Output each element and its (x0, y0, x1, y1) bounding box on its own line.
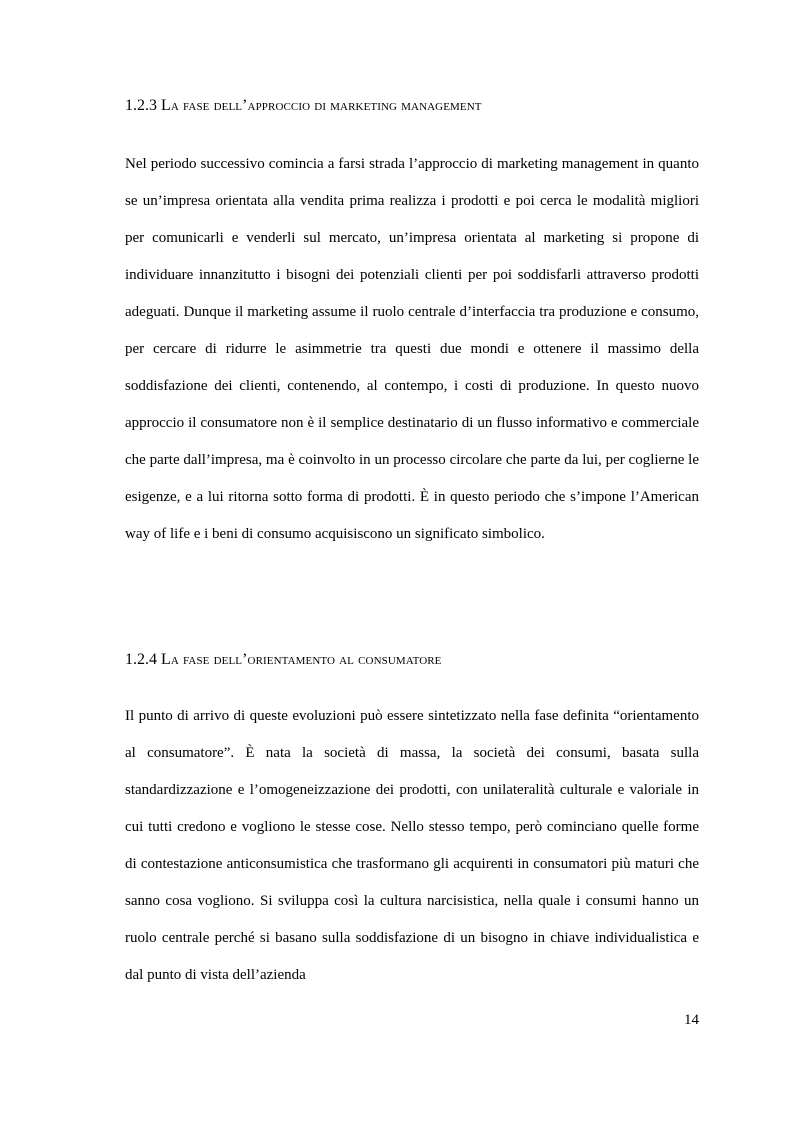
section-number: 1.2.3 (125, 97, 157, 114)
body-paragraph: Nel periodo successivo comincia a farsi strada l’approccio di marketing management in quanto se un’impresa orientata alla vendita prima realizza i prodotti e poi cerca le modalità migliori per comunicarli e venderli sul mercato, un’impresa orientata al marketing si propone di individuare innanzitutto i bisogni dei potenziali clienti per poi soddisfarli attraverso prodotti adeguati. Dunque il marketing assume il ruolo centrale d’interfaccia tra produzione e consumo, per cercare di ridurre le asimmetrie tra questi due mondi e ottenere il massimo della soddisfazione dei clienti, contenendo, al contempo, i costi di produzione. In questo nuovo approccio il consumatore non è il semplice destinatario di un flusso informativo e commerciale che parte dall’impresa, ma è coinvolto in un processo circolare che parte da lui, per coglierne le esigenze, e a lui ritorna sotto forma di prodotti. È in questo periodo che s’impone l’American way of life e i beni di consumo acquisiscono un significato simbolico. (125, 156, 699, 542)
section-title: La fase dell’orientamento al consumatore (161, 651, 442, 668)
section-heading (125, 650, 699, 670)
section-title: La fase dell’approccio di marketing management (161, 97, 482, 114)
section-number: 1.2.4 (125, 651, 157, 668)
section-heading (125, 96, 699, 116)
document-page (125, 0, 699, 1123)
page-number: 14 (684, 1012, 699, 1028)
body-paragraph: Il punto di arrivo di queste evoluzioni può essere sintetizzato nella fase definita “orientamento al consumatore”. È nata la società di massa, la società dei consumi, basata sulla standardizzazione e l’omogeneizzazione dei prodotti, con unilateralità culturale e valoriale in cui tutti credono e vogliono le stesse cose. Nello stesso tempo, però cominciano quelle forme di contestazione anticonsumistica che trasformano gli acquirenti in consumatori più maturi che sanno cosa vogliono. Si sviluppa così la cultura narcisistica, nella quale i consumi hanno un ruolo centrale perché si basano sulla soddisfazione di un bisogno in chiave individualistica e dal punto di vista dell’azienda (125, 708, 699, 983)
